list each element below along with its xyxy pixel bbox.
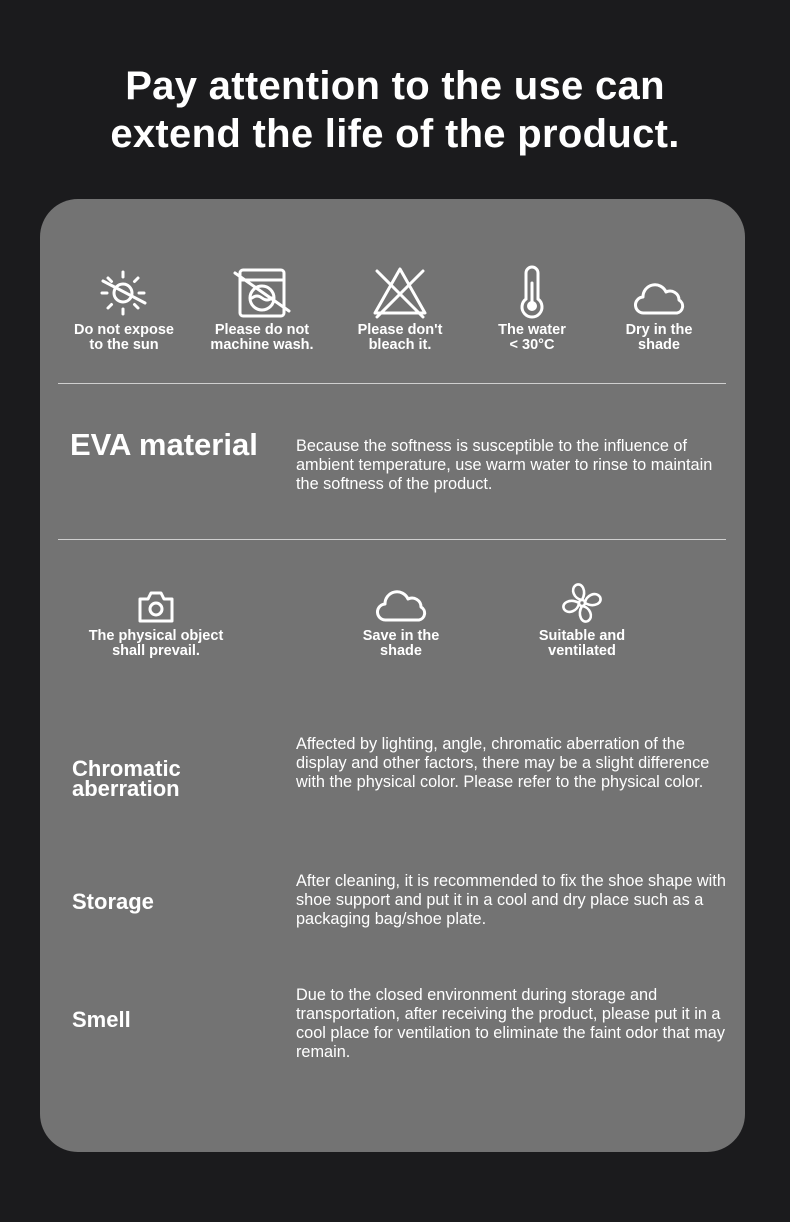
headline-line-2: extend the life of the product. xyxy=(110,112,680,156)
eva-text: Because the softness is susceptible to the influence of ambient temperature, use warm water to rinse to maintain the softness of the product. xyxy=(296,437,713,493)
note-item-ventilated xyxy=(507,579,657,659)
divider-middle xyxy=(58,539,726,540)
camera-icon xyxy=(136,589,176,625)
care-label-sun: Do not expose to the sun xyxy=(74,322,174,353)
eva-title: EVA material xyxy=(70,427,258,462)
care-label-wash: Please do not machine wash. xyxy=(210,322,314,353)
smell-text: Due to the closed environment during storage and transportation, after receiving the product, please put it in a cool place for ventilation to eliminate the faint odor that may remain. xyxy=(296,986,725,1061)
note-label-ventilated: Suitable and ventilated xyxy=(538,628,626,659)
note-label-shade: Save in the shade xyxy=(362,628,440,659)
fan-icon xyxy=(560,581,604,625)
note-item-physical xyxy=(81,579,231,659)
cloud-icon xyxy=(374,587,428,625)
care-label-bleach: Please don't bleach it. xyxy=(357,322,443,353)
care-item-bleach xyxy=(325,259,475,353)
storage-text: After cleaning, it is recommended to fix the shoe shape with shoe support and put it in a cool and dry place such as a packaging bag/shoe plate. xyxy=(296,872,726,928)
notes-icons-row xyxy=(40,579,745,679)
cloud-icon xyxy=(632,279,686,319)
care-label-dry: Dry in the shade xyxy=(625,322,693,353)
thermometer-icon xyxy=(515,265,549,319)
smell-title: Smell xyxy=(72,1007,131,1032)
divider-top xyxy=(58,383,726,384)
care-item-dry xyxy=(584,259,734,353)
care-item-wash xyxy=(187,259,337,353)
note-item-shade xyxy=(326,579,476,659)
care-label-water: The water < 30°C xyxy=(498,322,566,353)
care-icons-row xyxy=(40,259,745,369)
no-bleach-icon xyxy=(371,265,429,319)
page-headline xyxy=(0,62,790,158)
note-label-physical: The physical object shall prevail. xyxy=(88,628,224,659)
care-item-sun xyxy=(49,259,199,353)
care-card xyxy=(40,199,745,1152)
no-machine-wash-icon xyxy=(232,267,292,319)
chromatic-title: Chromatic aberration xyxy=(72,756,181,801)
no-sun-icon xyxy=(97,269,151,319)
storage-title: Storage xyxy=(72,889,154,914)
chromatic-text: Affected by lighting, angle, chromatic aberration of the display and other factors, there may be a slight difference with the physical color. Please refer to the physical color. xyxy=(296,735,710,791)
headline-line-1: Pay attention to the use can xyxy=(125,64,665,108)
